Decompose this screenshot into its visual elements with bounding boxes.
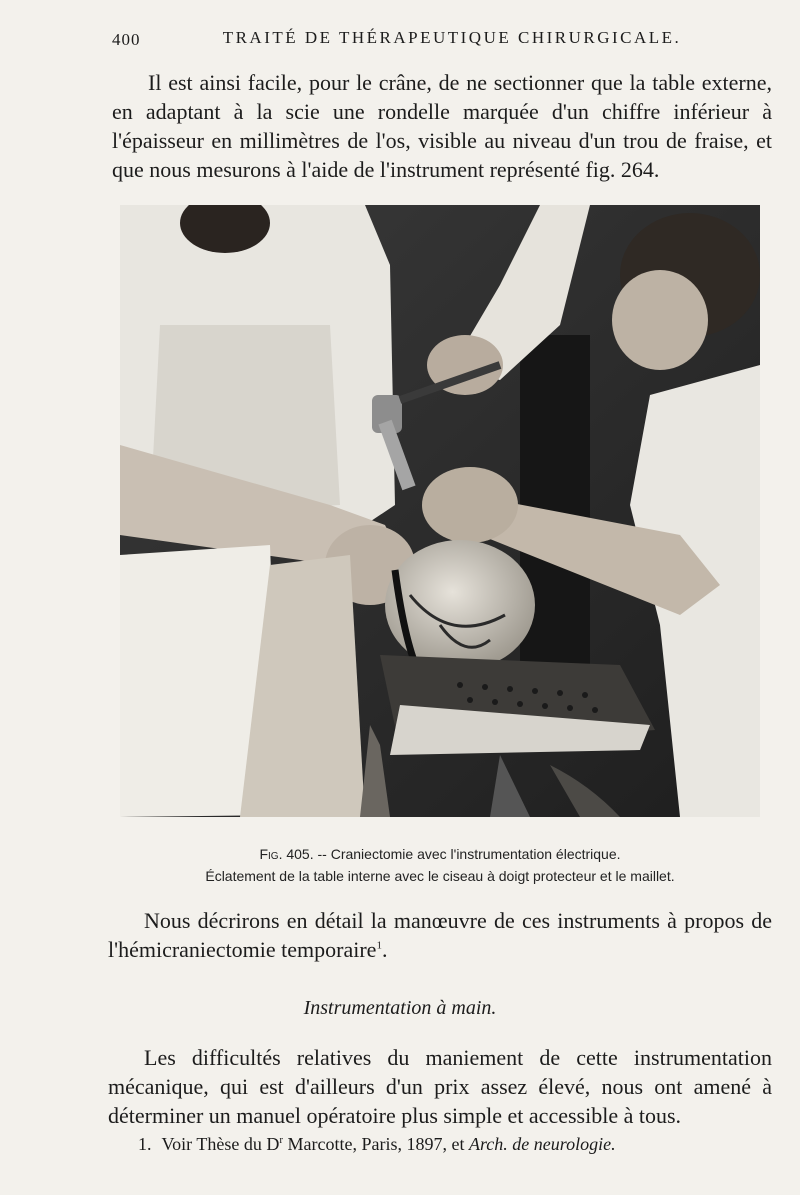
paragraph-2 (108, 906, 772, 964)
paragraph-3-text: Les difficultés relatives du maniement de cette instrumentation mécanique, qui est d'ailleurs d'un prix assez élevé, nous ont amené à déterminer un manuel opératoire plus simple et accessible à tous. (108, 1045, 772, 1128)
figure-caption-line-2: Éclatement de la table interne avec le ciseau à doigt protecteur et le maillet. (205, 868, 675, 884)
footnote-journal: Arch. de neurologie. (468, 1134, 616, 1154)
footnote-number: 1. (138, 1134, 152, 1154)
footnote-text-after: Marcotte, Paris, 1897, et (283, 1134, 469, 1154)
paragraph-2-text: Nous décrirons en détail la manœuvre de ces instruments à propos de l'hémicraniectomie temporaire (108, 908, 772, 962)
figure-label: Fig. 405. (259, 846, 314, 862)
paragraph-1 (112, 68, 772, 184)
footnote-text-before: Voir Thèse du D (161, 1134, 280, 1154)
paragraph-3 (108, 1043, 772, 1130)
figure-caption-title: -- Craniectomie avec l'instrumentation électrique. (313, 846, 621, 862)
footnote-superscript: r (279, 1134, 283, 1146)
page-number: 400 (112, 30, 141, 49)
footnote (138, 1134, 778, 1155)
figure-caption-line-1 (120, 846, 760, 862)
section-heading: Instrumentation à main. (303, 997, 497, 1019)
running-title: TRAITÉ DE THÉRAPEUTIQUE CHIRURGICALE. (222, 28, 682, 47)
footnote-reference[interactable]: 1 (376, 939, 382, 952)
paragraph-1-text: Il est ainsi facile, pour le crâne, de ne sectionner que la table externe, en adaptant à la scie une rondelle marquée d'un chiffre inférieur à l'épaisseur en millimètres de l'os, visible au niveau d'un trou de fraise, et que nous mesurons à l'aide de l'instrument représenté fig. 264. (112, 70, 772, 182)
page-header (112, 28, 760, 52)
surgical-photograph (120, 205, 760, 817)
paragraph-2-end: . (381, 937, 388, 962)
